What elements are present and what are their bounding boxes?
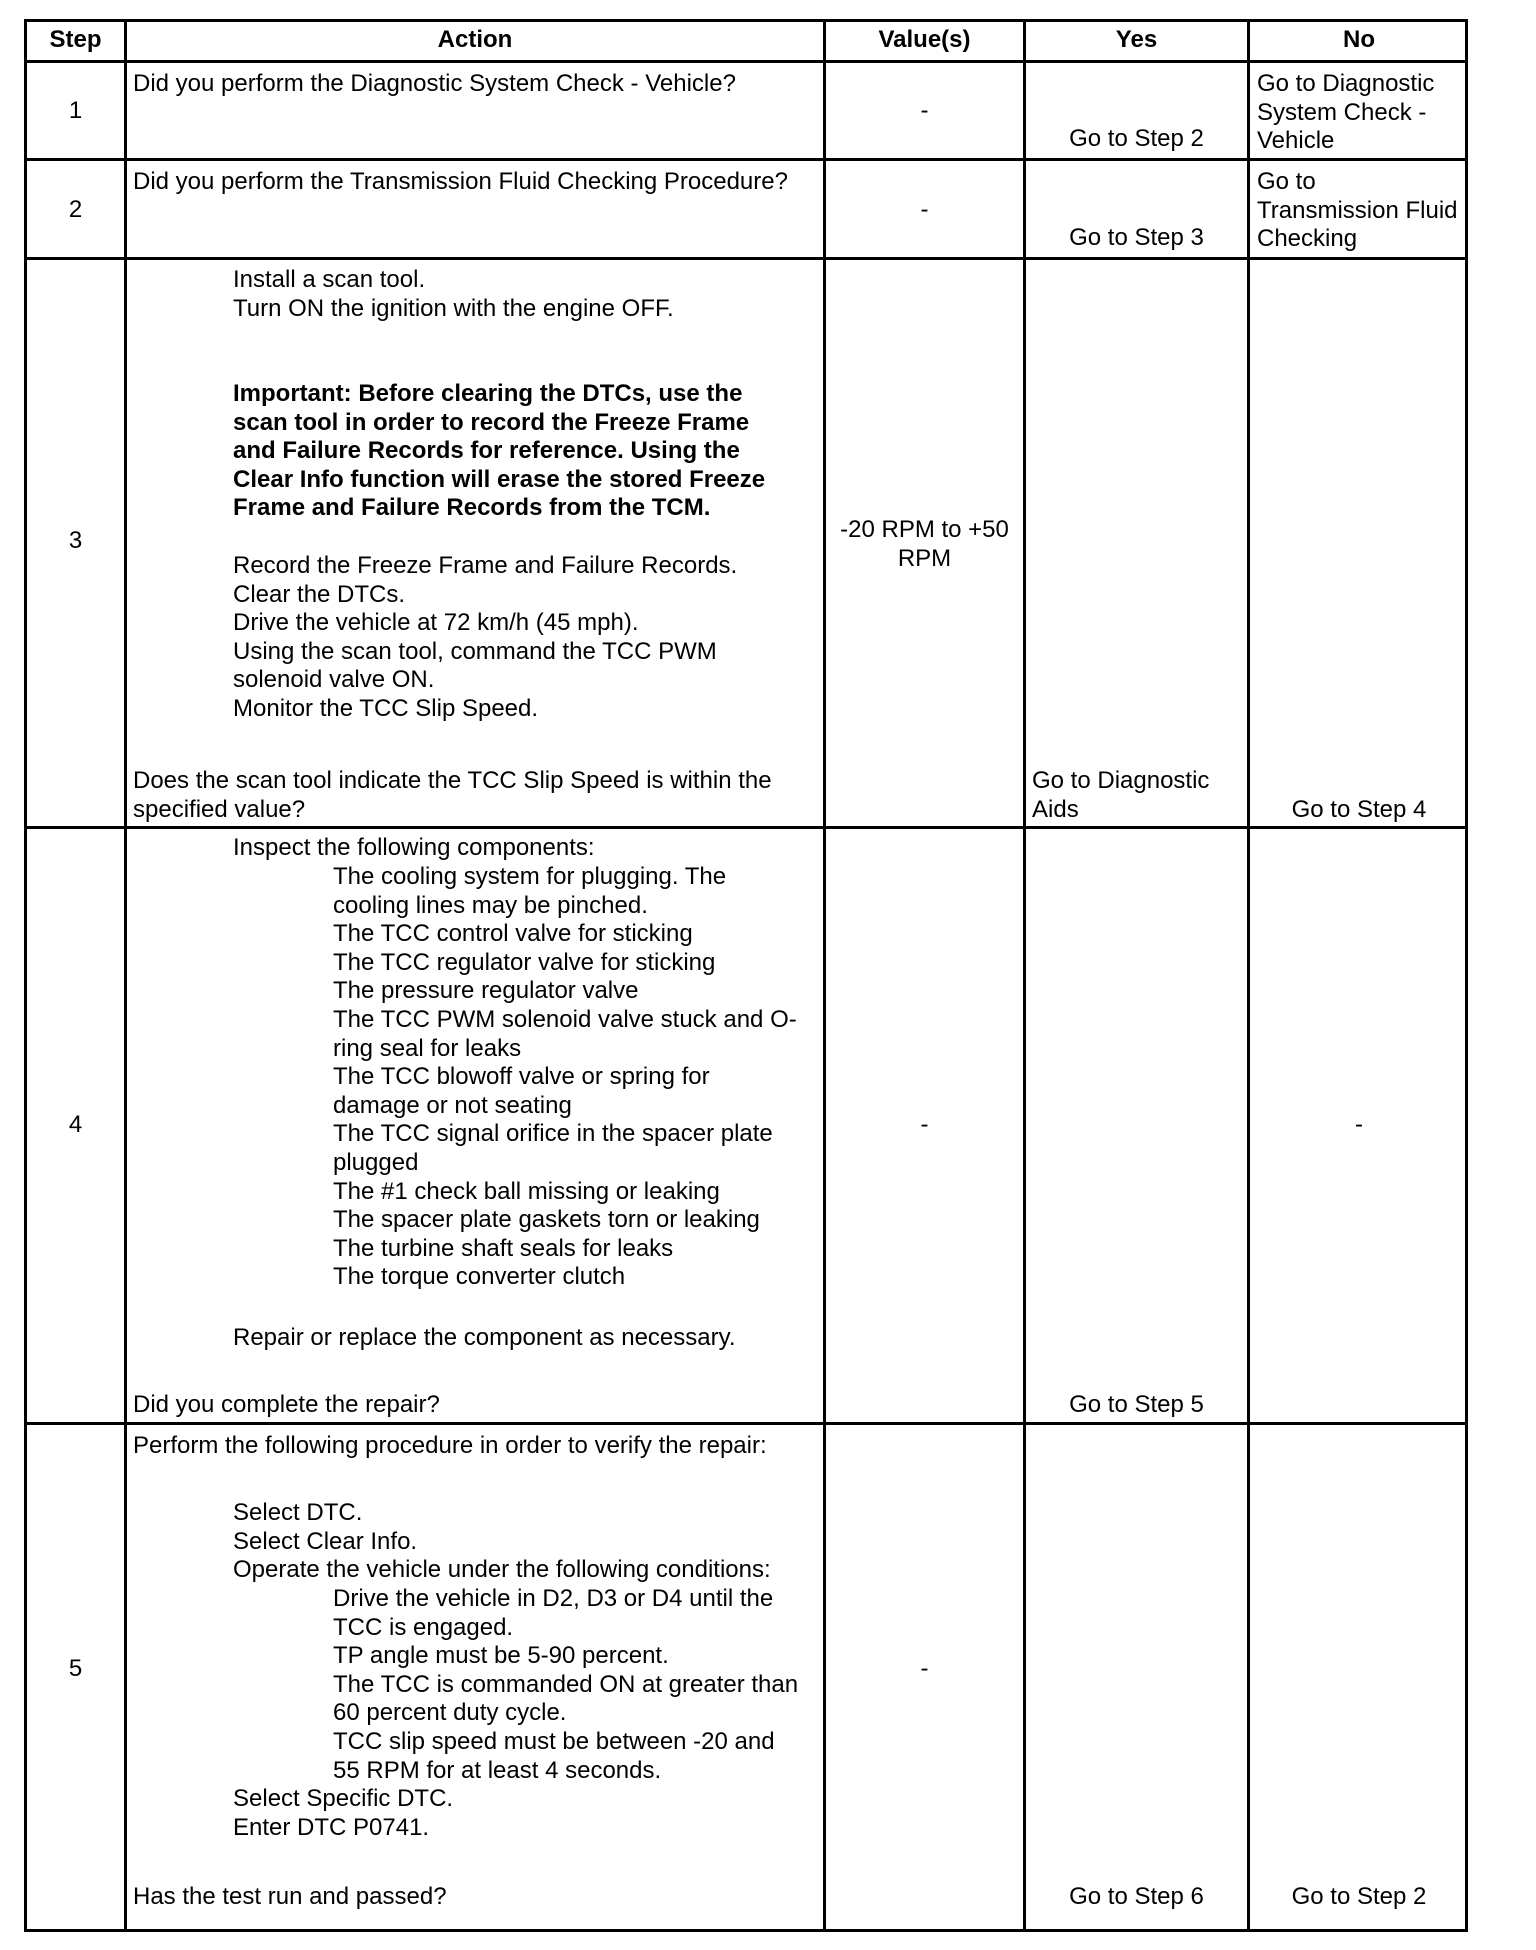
row-1-yes: Go to Step 2	[1069, 125, 1204, 152]
row-divider	[27, 1422, 1465, 1425]
row-4-yes: Go to Step 5	[1069, 1391, 1204, 1418]
row-4-intro: Inspect the following components:	[233, 834, 595, 861]
row-2-step: 2	[68, 196, 83, 223]
row-5-steps-a: Select DTC. Select Clear Info. Operate the vehicle under the following conditions:	[233, 1499, 771, 1584]
row-divider	[27, 257, 1465, 260]
row-divider	[27, 60, 1465, 63]
row-5-value: -	[920, 1655, 929, 1682]
row-4-value: -	[920, 1111, 929, 1138]
header-action: Action	[437, 26, 513, 53]
row-2-question: Did you perform the Transmission Fluid Checking Procedure?	[133, 168, 788, 195]
row-5-no: Go to Step 2	[1291, 1883, 1427, 1910]
column-divider	[1247, 22, 1250, 1929]
row-divider	[27, 158, 1465, 161]
row-3-yes: Go to Diagnostic Aids	[1032, 767, 1210, 823]
row-1-question: Did you perform the Diagnostic System Check - Vehicle?	[133, 70, 736, 97]
row-3-steps-b: Record the Freeze Frame and Failure Records. Clear the DTCs. Drive the vehicle at 72 km/h (45 mph). Using the scan tool, command the TCC PWM solenoid valve ON. Monitor the TCC Slip Speed.	[233, 552, 738, 722]
row-divider	[27, 826, 1465, 829]
row-3-no: Go to Step 4	[1291, 796, 1427, 823]
row-5-yes: Go to Step 6	[1069, 1883, 1204, 1910]
row-3-question: Does the scan tool indicate the TCC Slip Speed is within the specified value?	[133, 767, 772, 823]
row-3-steps-a: Install a scan tool. Turn ON the ignition with the engine OFF.	[233, 266, 674, 322]
row-2-value: -	[920, 196, 929, 223]
row-2-no: Go to Transmission Fluid Checking	[1257, 168, 1458, 253]
row-5-question: Has the test run and passed?	[133, 1883, 447, 1910]
row-4-components: The cooling system for plugging. The cooling lines may be pinched. The TCC control valve for sticking The TCC regulator valve for sticking The pressure regulator valve The TCC PWM solenoid valve stuck and O- ring seal for leaks The TCC blowoff valve or spring for damage or not seating The TCC signal orifice in the spacer plate plugged The #1 check ball missing or leaking The spacer plate gaskets torn or leaking The turbine shaft seals for leaks The torque converter clutch	[333, 863, 797, 1291]
header-yes: Yes	[1115, 26, 1158, 53]
header-no: No	[1343, 26, 1375, 53]
row-3-step: 3	[68, 527, 83, 554]
header-step: Step	[49, 26, 102, 53]
row-4-repair: Repair or replace the component as necessary.	[233, 1324, 736, 1351]
column-divider	[124, 22, 127, 1929]
row-5-steps-b: Select Specific DTC. Enter DTC P0741.	[233, 1785, 454, 1841]
row-1-step: 1	[68, 97, 83, 124]
row-1-value: -	[920, 97, 929, 124]
row-3-important-note: Important: Before clearing the DTCs, use the scan tool in order to record the Freeze Frame and Failure Records for reference. Using the Clear Info function will erase the stored Freeze Frame and Failure Records from the TCM.	[233, 380, 766, 522]
row-1-no: Go to Diagnostic System Check - Vehicle	[1257, 70, 1435, 155]
diagnostic-table	[24, 19, 1468, 1932]
column-divider	[1023, 22, 1026, 1929]
row-3-value: -20 RPM to +50 RPM	[840, 516, 1009, 572]
row-4-question: Did you complete the repair?	[133, 1391, 440, 1418]
row-4-step: 4	[68, 1111, 83, 1138]
header-values: Value(s)	[878, 26, 971, 53]
row-5-conditions: Drive the vehicle in D2, D3 or D4 until the TCC is engaged. TP angle must be 5-90 percent. The TCC is commanded ON at greater than 60 percent duty cycle. TCC slip speed must be between -20 and 55 RPM for at least 4 seconds.	[333, 1585, 799, 1784]
column-divider	[823, 22, 826, 1929]
row-5-step: 5	[68, 1655, 83, 1682]
row-5-intro: Perform the following procedure in order to verify the repair:	[133, 1432, 767, 1459]
row-2-yes: Go to Step 3	[1069, 224, 1204, 251]
row-4-no: -	[1355, 1111, 1363, 1138]
